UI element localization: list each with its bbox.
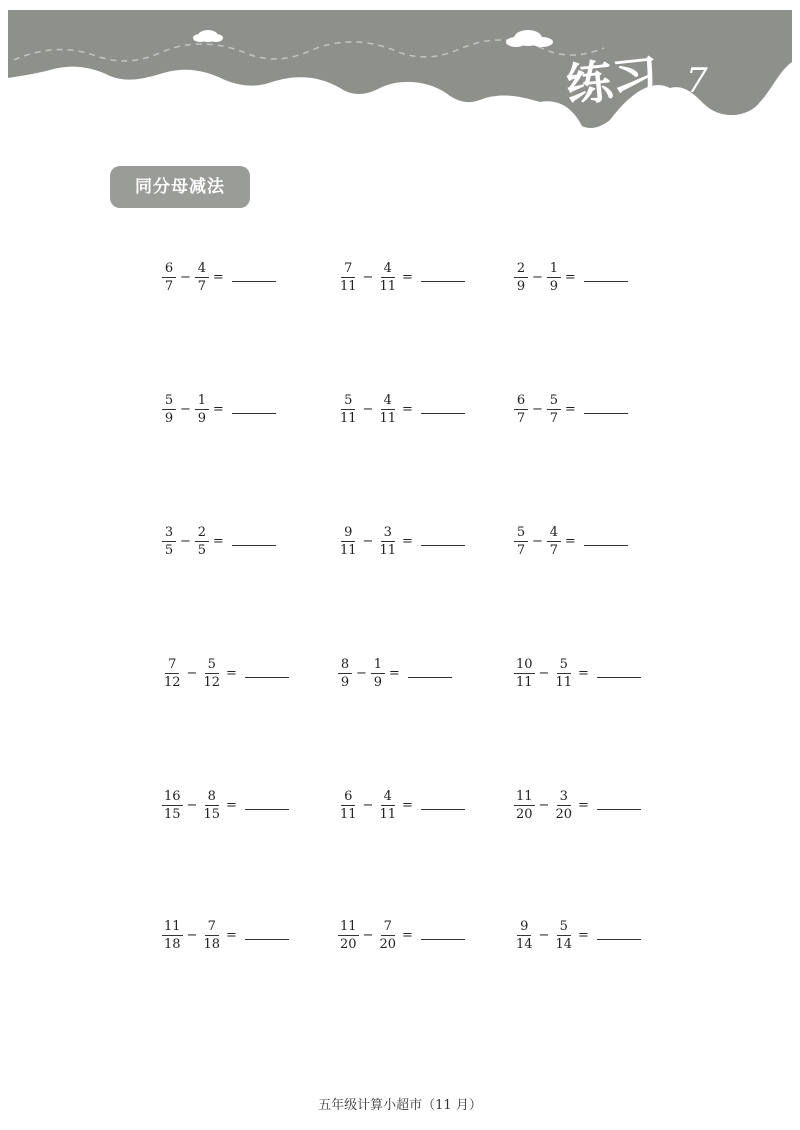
equals-sign: =	[578, 666, 589, 681]
numerator: 9	[517, 920, 531, 936]
numerator: 5	[547, 394, 561, 410]
problem-14	[338, 790, 465, 821]
numerator: 11	[516, 789, 533, 804]
answer-blank[interactable]	[232, 281, 276, 282]
numerator: 7	[381, 920, 395, 936]
denominator: 11	[340, 411, 357, 426]
answer-blank[interactable]	[584, 281, 628, 282]
numerator: 2	[195, 526, 209, 542]
answer-blank[interactable]	[584, 545, 628, 546]
minus-sign: −	[538, 928, 550, 943]
denominator: 20	[340, 937, 357, 952]
equals-sign: =	[402, 270, 413, 285]
problem-8	[338, 526, 465, 557]
fraction-a	[338, 394, 359, 425]
fraction-b	[553, 790, 574, 821]
numerator: 8	[338, 658, 352, 674]
numerator: 2	[514, 262, 528, 278]
numerator: 11	[340, 919, 357, 934]
answer-blank[interactable]	[421, 281, 465, 282]
numerator: 5	[205, 658, 219, 674]
fraction-a	[338, 658, 352, 689]
denominator: 18	[203, 937, 220, 952]
denominator: 12	[203, 675, 220, 690]
equals-sign: =	[564, 534, 576, 549]
problem-4	[162, 394, 276, 425]
numerator: 3	[381, 526, 395, 542]
minus-sign: −	[186, 928, 198, 943]
equals-sign: =	[402, 534, 413, 549]
fraction-a	[162, 790, 183, 821]
fraction-a	[338, 526, 359, 557]
numerator: 6	[514, 394, 528, 410]
numerator: 7	[165, 658, 179, 674]
numerator: 8	[205, 790, 219, 806]
denominator: 12	[164, 675, 181, 690]
equals-sign: =	[402, 798, 413, 813]
numerator: 3	[162, 526, 176, 542]
fraction-a	[514, 658, 535, 689]
answer-blank[interactable]	[421, 413, 465, 414]
denominator: 11	[340, 543, 357, 558]
answer-blank[interactable]	[421, 809, 465, 810]
numerator: 10	[516, 657, 533, 672]
denominator: 7	[516, 411, 526, 426]
equals-sign: =	[212, 402, 224, 417]
fraction-b	[201, 920, 222, 951]
answer-blank[interactable]	[597, 939, 641, 940]
answer-blank[interactable]	[597, 677, 641, 678]
equals-sign: =	[578, 928, 589, 943]
equals-sign: =	[564, 270, 576, 285]
fraction-a	[514, 920, 535, 951]
numerator: 4	[195, 262, 209, 278]
denominator: 11	[516, 675, 533, 690]
banner-cloud-shape	[8, 10, 792, 128]
minus-sign: −	[186, 798, 198, 813]
denominator: 9	[516, 279, 526, 294]
equals-sign: =	[212, 534, 224, 549]
problem-6	[514, 394, 628, 425]
fraction-b	[547, 526, 561, 557]
denominator: 7	[549, 543, 559, 558]
equals-sign: =	[226, 798, 237, 813]
section-label: 同分母减法	[110, 166, 250, 208]
fraction-b	[195, 394, 209, 425]
numerator: 7	[205, 920, 219, 936]
minus-sign: −	[180, 270, 191, 285]
denominator: 7	[549, 411, 559, 426]
denominator: 9	[164, 411, 174, 426]
fraction-a	[162, 394, 176, 425]
problem-2	[338, 262, 465, 293]
answer-blank[interactable]	[245, 677, 289, 678]
minus-sign: −	[186, 666, 198, 681]
minus-sign: −	[532, 402, 543, 417]
numerator: 4	[547, 526, 561, 542]
denominator: 11	[379, 411, 396, 426]
numerator: 4	[381, 262, 395, 278]
answer-blank[interactable]	[232, 413, 276, 414]
equals-sign: =	[564, 402, 576, 417]
denominator: 11	[379, 279, 396, 294]
fraction-a	[338, 790, 359, 821]
equals-sign: =	[578, 798, 589, 813]
numerator: 7	[341, 262, 355, 278]
problem-17	[338, 920, 465, 951]
denominator: 11	[379, 543, 396, 558]
problem-12	[514, 658, 641, 689]
problem-16	[162, 920, 289, 951]
denominator: 18	[164, 937, 181, 952]
fraction-a	[514, 790, 535, 821]
denominator: 11	[340, 279, 357, 294]
numerator: 5	[557, 658, 571, 674]
denominator: 14	[555, 937, 572, 952]
fraction-b	[195, 262, 209, 293]
denominator: 5	[164, 543, 174, 558]
numerator: 5	[162, 394, 176, 410]
fraction-b	[377, 526, 398, 557]
denominator: 20	[555, 807, 572, 822]
answer-blank[interactable]	[421, 939, 465, 940]
denominator: 7	[197, 279, 207, 294]
fraction-b	[377, 790, 398, 821]
denominator: 7	[516, 543, 526, 558]
numerator: 6	[162, 262, 176, 278]
equals-sign: =	[402, 402, 413, 417]
denominator: 11	[340, 807, 357, 822]
denominator: 7	[164, 279, 174, 294]
denominator: 5	[197, 543, 207, 558]
minus-sign: −	[356, 666, 367, 681]
fraction-a	[162, 658, 183, 689]
equals-sign: =	[226, 928, 237, 943]
numerator: 6	[341, 790, 355, 806]
numerator: 5	[557, 920, 571, 936]
denominator: 15	[164, 807, 181, 822]
equals-sign: =	[212, 270, 224, 285]
minus-sign: −	[180, 402, 191, 417]
fraction-b	[377, 394, 398, 425]
problem-1	[162, 262, 276, 293]
fraction-a	[162, 920, 183, 951]
page-footer: 五年级计算小超市（11 月）	[318, 1098, 482, 1113]
denominator: 15	[203, 807, 220, 822]
answer-blank[interactable]	[232, 545, 276, 546]
equals-sign: =	[226, 666, 237, 681]
problem-7	[162, 526, 276, 557]
answer-blank[interactable]	[408, 677, 452, 678]
answer-blank[interactable]	[245, 809, 289, 810]
numerator: 4	[381, 394, 395, 410]
minus-sign: −	[362, 402, 374, 417]
denominator: 14	[516, 937, 533, 952]
exercise-number: 7	[686, 61, 708, 101]
fraction-a	[514, 394, 528, 425]
denominator: 9	[197, 411, 207, 426]
minus-sign: −	[532, 534, 543, 549]
numerator: 5	[514, 526, 528, 542]
problem-9	[514, 526, 628, 557]
numerator: 1	[371, 658, 385, 674]
equals-sign: =	[388, 666, 400, 681]
minus-sign: −	[362, 928, 374, 943]
exercise-title: 练习	[563, 49, 661, 113]
numerator: 11	[164, 919, 181, 934]
numerator: 1	[195, 394, 209, 410]
problem-13	[162, 790, 289, 821]
denominator: 9	[549, 279, 559, 294]
numerator: 4	[381, 790, 395, 806]
equals-sign: =	[402, 928, 413, 943]
fraction-a	[162, 526, 176, 557]
minus-sign: −	[538, 666, 550, 681]
minus-sign: −	[362, 270, 374, 285]
fraction-b	[201, 658, 222, 689]
fraction-a	[338, 920, 359, 951]
fraction-b	[201, 790, 222, 821]
fraction-a	[514, 526, 528, 557]
problem-15	[514, 790, 641, 821]
denominator: 20	[379, 937, 396, 952]
fraction-b	[377, 920, 398, 951]
fraction-b	[547, 262, 561, 293]
fraction-b	[553, 920, 574, 951]
minus-sign: −	[362, 534, 374, 549]
minus-sign: −	[532, 270, 543, 285]
header-banner	[0, 0, 800, 140]
denominator: 20	[516, 807, 533, 822]
denominator: 11	[555, 675, 572, 690]
numerator: 3	[557, 790, 571, 806]
fraction-b	[553, 658, 574, 689]
answer-blank[interactable]	[597, 809, 641, 810]
denominator: 11	[379, 807, 396, 822]
problem-5	[338, 394, 465, 425]
numerator: 9	[341, 526, 355, 542]
numerator: 16	[164, 789, 181, 804]
fraction-b	[377, 262, 398, 293]
problem-10	[162, 658, 289, 689]
answer-blank[interactable]	[421, 545, 465, 546]
answer-blank[interactable]	[245, 939, 289, 940]
fraction-b	[547, 394, 561, 425]
numerator: 1	[547, 262, 561, 278]
numerator: 5	[341, 394, 355, 410]
problem-11	[338, 658, 452, 689]
fraction-a	[338, 262, 359, 293]
fraction-a	[162, 262, 176, 293]
minus-sign: −	[538, 798, 550, 813]
fraction-b	[195, 526, 209, 557]
fraction-a	[514, 262, 528, 293]
problem-3	[514, 262, 628, 293]
minus-sign: −	[362, 798, 374, 813]
denominator: 9	[373, 675, 383, 690]
denominator: 9	[340, 675, 350, 690]
answer-blank[interactable]	[584, 413, 628, 414]
problem-18	[514, 920, 641, 951]
fraction-b	[371, 658, 385, 689]
minus-sign: −	[180, 534, 191, 549]
